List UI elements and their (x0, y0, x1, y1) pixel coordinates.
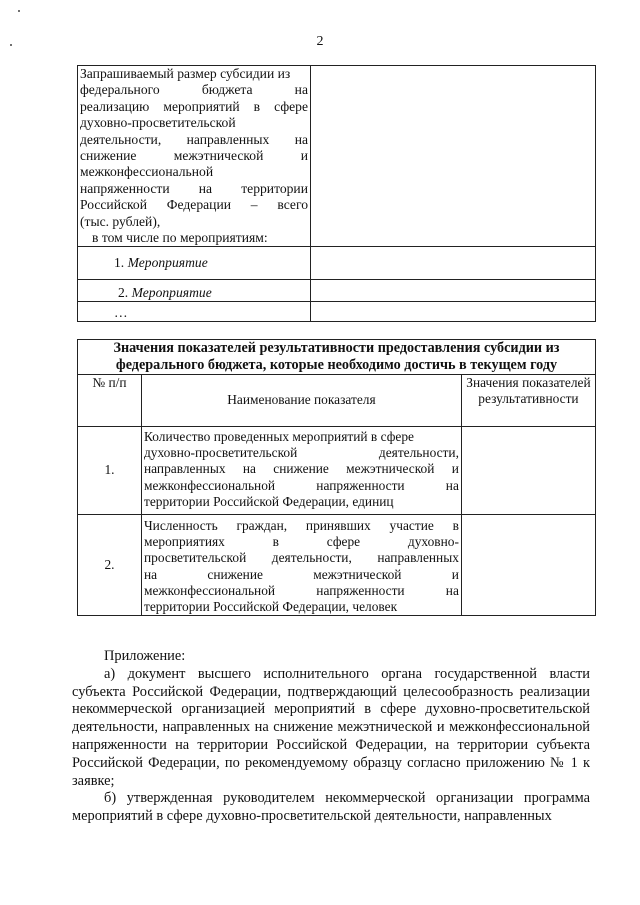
name-line: просветительской деятельности, направленных (143, 550, 459, 566)
label-line: снижение межэтнической и (80, 148, 308, 164)
table-row (78, 340, 596, 375)
column-header-name: Наименование показателя (141, 375, 461, 427)
label-line: реализацию мероприятий в сфере (80, 98, 308, 114)
name-line: межконфессиональной напряженности на (143, 582, 459, 598)
indicators-title (78, 340, 596, 375)
event-value-1 (311, 247, 596, 280)
table-row (78, 247, 596, 280)
row-number: 2. (78, 515, 142, 616)
indicator-name (141, 515, 461, 616)
label-line: межконфессиональной (80, 164, 214, 180)
label-line: деятельности, направленных на (80, 131, 308, 147)
name-line: территории Российской Федерации, единиц (143, 493, 394, 509)
indicators-table (77, 339, 596, 616)
name-line: духовно-просветительской деятельности, (143, 445, 459, 461)
column-header-value: Значения показателей результативности (461, 375, 595, 427)
event-name: Мероприятие (131, 285, 212, 301)
event-value-2 (311, 280, 596, 302)
label-line: Российской Федерации – всего (80, 197, 308, 213)
table-header-row (78, 375, 596, 427)
table-row (78, 66, 596, 247)
column-header-num: № п/п (78, 375, 142, 427)
table-row (78, 427, 596, 515)
event-item-2 (78, 280, 311, 302)
appendix-title: Приложение: (104, 648, 186, 664)
label-line: Запрашиваемый размер субсидии из (80, 66, 291, 81)
label-line: в том числе по мероприятиям: (92, 230, 268, 246)
label-line: духовно-просветительской (80, 115, 236, 131)
label-line: федерального бюджета на (80, 82, 308, 98)
event-item-1 (78, 247, 311, 280)
name-line: Численность граждан, принявших участие в (143, 518, 459, 534)
event-ellipsis: … (78, 302, 311, 322)
indicator-value (461, 515, 595, 616)
indicator-name (141, 427, 461, 515)
appendix-item-a: а) документ высшего исполнительного органа государственной власти субъекта Российской Федерации, подтверждающий целесообразность реализации некоммерческой организацией мероприятий в сфере духовно-просветительской деятельности, направленных на снижение межэтнической и межконфессиональной напряженности на территории Российской Федерации, на территории субъекта Российской Федерации, по рекомендуемому образцу согласно приложению № 1 к заявке; (72, 665, 590, 789)
name-line: Количество проведенных мероприятий в сфере (143, 429, 414, 444)
scan-speck (18, 10, 20, 12)
name-line: мероприятиях в сфере духовно- (143, 534, 459, 550)
row-number: 1. (78, 427, 142, 515)
table-row (78, 515, 596, 616)
name-line: территории Российской Федерации, человек (143, 599, 398, 615)
label-line: напряженности на территории (80, 180, 308, 196)
appendix-item-b: б) утвержденная руководителем некоммерческой организации программа мероприятий в сфере духовно-просветительской деятельности, направленных (72, 790, 590, 825)
subsidy-amount-value (311, 66, 596, 247)
event-value-more (311, 302, 596, 322)
subsidy-request-table (77, 65, 596, 322)
event-name: Мероприятие (127, 255, 208, 271)
event-number: 2. (118, 285, 129, 301)
indicator-value (461, 427, 595, 515)
event-number: 1. (114, 255, 125, 271)
appendix-section (72, 648, 590, 826)
name-line: направленных на снижение межэтнической и (143, 461, 459, 477)
title-line: Значения показателей результативности предоставления субсидии из (113, 340, 560, 356)
page-number: 2 (316, 34, 324, 49)
subsidy-amount-label (78, 66, 311, 247)
table-row (78, 302, 596, 322)
table-row (78, 280, 596, 302)
title-line: федерального бюджета, которые необходимо достичь в текущем году (115, 357, 558, 373)
label-line: (тыс. рублей), (80, 213, 161, 229)
name-line: на снижение межэтнической и (143, 566, 459, 582)
name-line: межконфессиональной напряженности на (143, 477, 459, 493)
